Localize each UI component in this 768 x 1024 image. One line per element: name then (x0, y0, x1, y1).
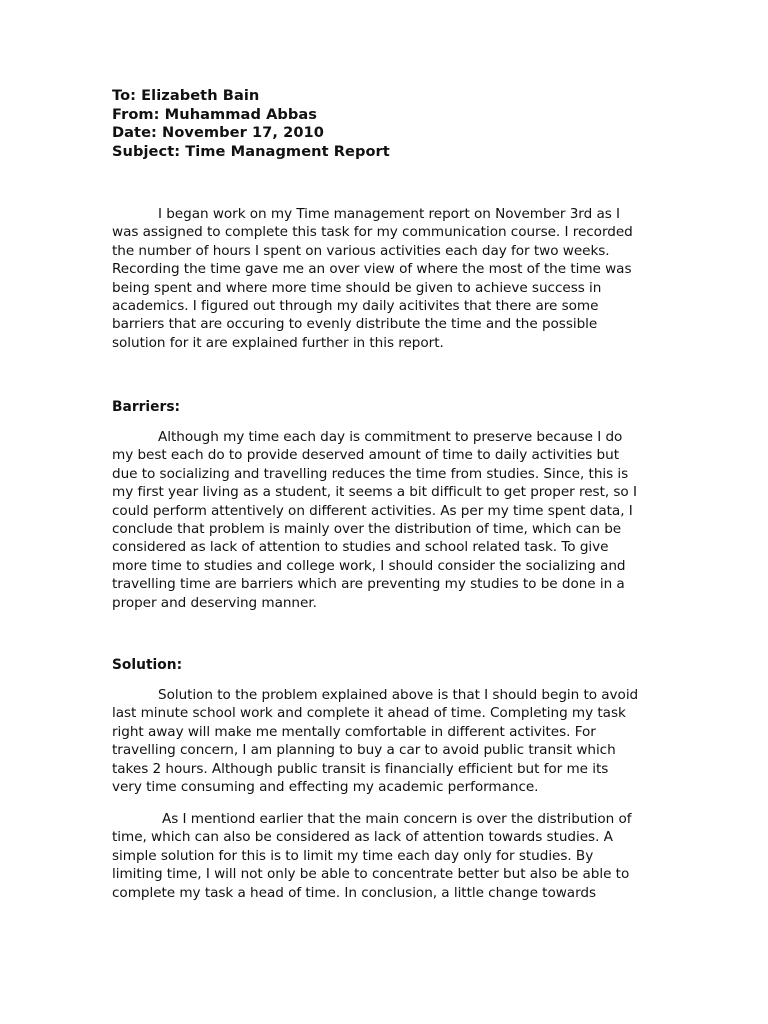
barriers-line: my first year living as a student, it seems a bit difficult to get proper rest, so I (112, 484, 637, 501)
barriers-line: my best each do to provide deserved amount of time to daily activities but (112, 447, 619, 464)
barriers-line: considered as lack of attention to studies and school related task. To give (112, 539, 609, 556)
barriers-line: conclude that problem is mainly over the distribution of time, which can be (112, 521, 622, 538)
solution-line: limiting time, I will not only be able to concentrate better but also be able to (112, 866, 630, 883)
memo-subject: Subject: Time Managment Report (112, 142, 390, 160)
intro-line: barriers that are occuring to evenly distribute the time and the possible (112, 316, 598, 333)
intro-line: being spent and where more time should be given to achieve success in (112, 279, 602, 296)
solution-line: time, which can also be considered as lack of attention towards studies. A (112, 829, 613, 846)
solution-line: right away will make me mentally comfortable in different activites. For (112, 723, 596, 740)
barriers-line: could perform attentively on different activities. As per my time spent data, I (112, 502, 633, 519)
memo-from: From: Muhammad Abbas (112, 105, 318, 123)
barriers-line: more time to studies and college work, I should consider the socializing and (112, 557, 626, 574)
barriers-line: Although my time each day is commitment to preserve because I do (158, 429, 623, 445)
solution-line: takes 2 hours. Although public transit is financially efficient but for me its (112, 760, 609, 777)
intro-line: Recording the time gave me an over view of where the most of the time was (112, 261, 632, 278)
solution-paragraph-1 (112, 686, 652, 796)
solution-paragraph-2 (112, 810, 652, 902)
solution-line: simple solution for this is to limit my time each day only for studies. By (112, 847, 594, 864)
intro-line: I began work on my Time management report on November 3rd as I (158, 206, 620, 222)
intro-line: academics. I figured out through my daily acitivites that there are some (112, 298, 599, 315)
solution-line: last minute school work and complete it ahead of time. Completing my task (112, 705, 626, 722)
intro-paragraph (112, 205, 652, 352)
barriers-heading: Barriers: (112, 399, 181, 415)
solution-line: complete my task a head of time. In conclusion, a little change towards (112, 884, 596, 901)
intro-line: solution for it are explained further in this report. (112, 334, 444, 351)
barriers-line: due to socializing and travelling reduces the time from studies. Since, this is (112, 465, 629, 482)
solution-heading: Solution: (112, 657, 183, 673)
solution-line: travelling concern, I am planning to buy a car to avoid public transit which (112, 742, 616, 759)
solution-line: very time consuming and effecting my academic performance. (112, 779, 539, 796)
intro-line: the number of hours I spent on various activities each day for two weeks. (112, 242, 610, 259)
barriers-paragraph (112, 428, 652, 612)
memo-to: To: Elizabeth Bain (112, 87, 260, 104)
memo-date: Date: November 17, 2010 (112, 124, 324, 142)
memo-header (112, 87, 672, 161)
solution-line: As I mentiond earlier that the main concern is over the distribution of (162, 811, 632, 827)
barriers-line: travelling time are barriers which are preventing my studies to be done in a (112, 576, 625, 593)
solution-line: Solution to the problem explained above is that I should begin to avoid (158, 687, 639, 703)
barriers-line: proper and deserving manner. (112, 594, 317, 611)
intro-line: was assigned to complete this task for my communication course. I recorded (112, 224, 633, 241)
